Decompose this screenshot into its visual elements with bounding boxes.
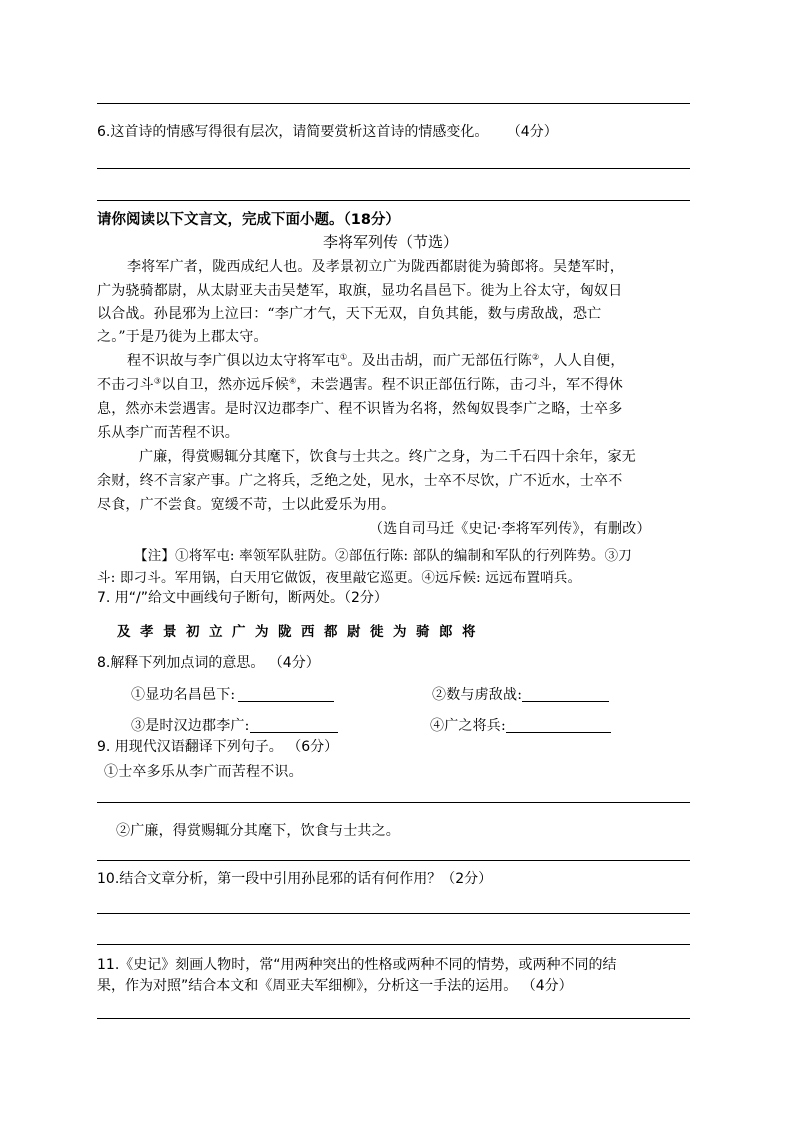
q8-item-3-label: ③是时汉边郡李广: [131, 718, 250, 734]
question-7: 7. 用“/”给文中画线句子断句，断两处。（2分） [97, 590, 388, 606]
passage-paragraph-2-line-2 [97, 374, 623, 394]
question-6-text: 6.这首诗的情感写得很有层次，请简要赏析这首诗的情感变化。 [97, 124, 489, 140]
section-heading: 请你阅读以下文言文，完成下面小题。（18分） [97, 212, 400, 228]
q8-item-4 [430, 715, 611, 735]
p2-seg-3: ，人人自便， [539, 353, 625, 369]
passage-paragraph-1-line-2: 广为骁骑都尉，从太尉亚夫击吴楚军，取旗，显功名昌邑下。徙为上谷太守，匈奴日 [97, 283, 623, 299]
p2-seg-1: 程不识故与李广俱以边太守将军屯 [127, 353, 340, 369]
p2-seg-6: ，未尝遇害。程不识正部伍行陈，击刁斗，军不得休 [296, 377, 623, 393]
q8-item-2-label: ②数与虏敌战: [432, 687, 523, 703]
footnote-marker-1: ① [340, 352, 348, 362]
p2-seg-5: 以自卫，然亦远斥候 [161, 377, 289, 393]
passage-paragraph-1-line-4: 之。”于是乃徙为上郡太守。 [97, 329, 268, 345]
question-9: 9. 用现代汉语翻译下列句子。 （6分） [97, 739, 339, 755]
footnote-marker-4: ④ [289, 376, 297, 386]
passage-source: （选自司马迁《史记·李将军列传》，有删改） [369, 521, 651, 537]
passage-paragraph-2-line-3: 息，然亦未尝遇害。是时汉边郡李广、程不识皆为名将，然匈奴畏李广之略，士卒多 [97, 401, 623, 417]
footnote-marker-2: ② [531, 352, 540, 362]
footnote-marker-3: ③ [153, 376, 162, 386]
passage-paragraph-3-line-3: 尽食，广不尝食。宽缓不苛，士以此爱乐为用。 [97, 497, 396, 513]
passage-paragraph-2-line-4: 乐从李广而苦程不识。 [97, 425, 239, 441]
q8-item-2-blank[interactable] [522, 687, 609, 702]
q8-item-3 [131, 715, 338, 735]
question-7-sentence: 及孝景初立广为陇西都尉徙为骑郎将 [117, 624, 485, 640]
passage-title: 李将军列传（节选） [323, 233, 459, 251]
question-8: 8.解释下列加点词的意思。 （4分） [97, 655, 320, 671]
q9-item-2: ②广廉，得赏赐辄分其麾下，饮食与士共之。 [116, 823, 400, 839]
answer-line[interactable] [97, 913, 690, 914]
q8-item-3-blank[interactable] [250, 718, 338, 733]
q8-item-2 [432, 684, 609, 704]
q8-item-1 [131, 684, 334, 704]
question-6 [97, 121, 558, 141]
question-11-line-2: 果，作为对照”结合本文和《周亚夫军细柳》，分析这一手法的运用。 （4分） [97, 978, 573, 994]
answer-line [97, 103, 690, 104]
p2-seg-4: 不击刁斗 [97, 377, 154, 393]
passage-paragraph-2-line-1 [127, 350, 625, 370]
question-11-line-1: 11.《史记》刻画人物时，常“用两种突出的性格或两种不同的情势，或两种不同的结 [97, 957, 617, 973]
question-10: 10.结合文章分析，第一段中引用孙昆邪的话有何作用？（2分） [97, 871, 493, 887]
q8-item-4-blank[interactable] [506, 718, 611, 733]
passage-paragraph-3-line-1: 广廉，得赏赐辄分其麾下，饮食与士共之。终广之身，为二千石四十余年，家无 [139, 449, 636, 465]
q9-item-1: ①士卒多乐从李广而苦程不识。 [104, 764, 303, 780]
footnote-line-2: 斗: 即刁斗。军用锅，白天用它做饭，夜里敲它巡更。④远斥候: 远远布置哨兵。 [97, 570, 582, 586]
answer-line [97, 200, 690, 201]
passage-paragraph-3-line-2: 余财，终不言家产事。广之将兵，乏绝之处，见水，士卒不尽饮，广不近水，士卒不 [97, 473, 623, 489]
q8-item-1-blank[interactable] [238, 687, 334, 702]
question-6-score: （4分） [506, 124, 558, 140]
answer-line[interactable] [97, 1018, 690, 1019]
passage-paragraph-1-line-1: 李将军广者，陇西成纪人也。及孝景初立广为陇西都尉徙为骑郎将。吴楚军时， [127, 259, 624, 275]
p2-seg-2: 。及出击胡，而广无部伍行陈 [347, 353, 532, 369]
answer-line [97, 168, 690, 169]
answer-line[interactable] [97, 860, 690, 861]
answer-line[interactable] [97, 944, 690, 945]
passage-paragraph-1-line-3: 以合战。孙昆邪为上泣曰：“李广才气，天下无双，自负其能，数与虏敌战，恐亡 [97, 306, 602, 322]
answer-line[interactable] [97, 802, 690, 803]
q8-item-4-label: ④广之将兵: [430, 718, 506, 734]
footnote-line-1: 【注】①将军屯: 率领军队驻防。②部伍行陈: 部队的编制和军队的行列阵势。③刀 [134, 548, 632, 564]
q8-item-1-label: ①显功名昌邑下: [131, 687, 236, 703]
